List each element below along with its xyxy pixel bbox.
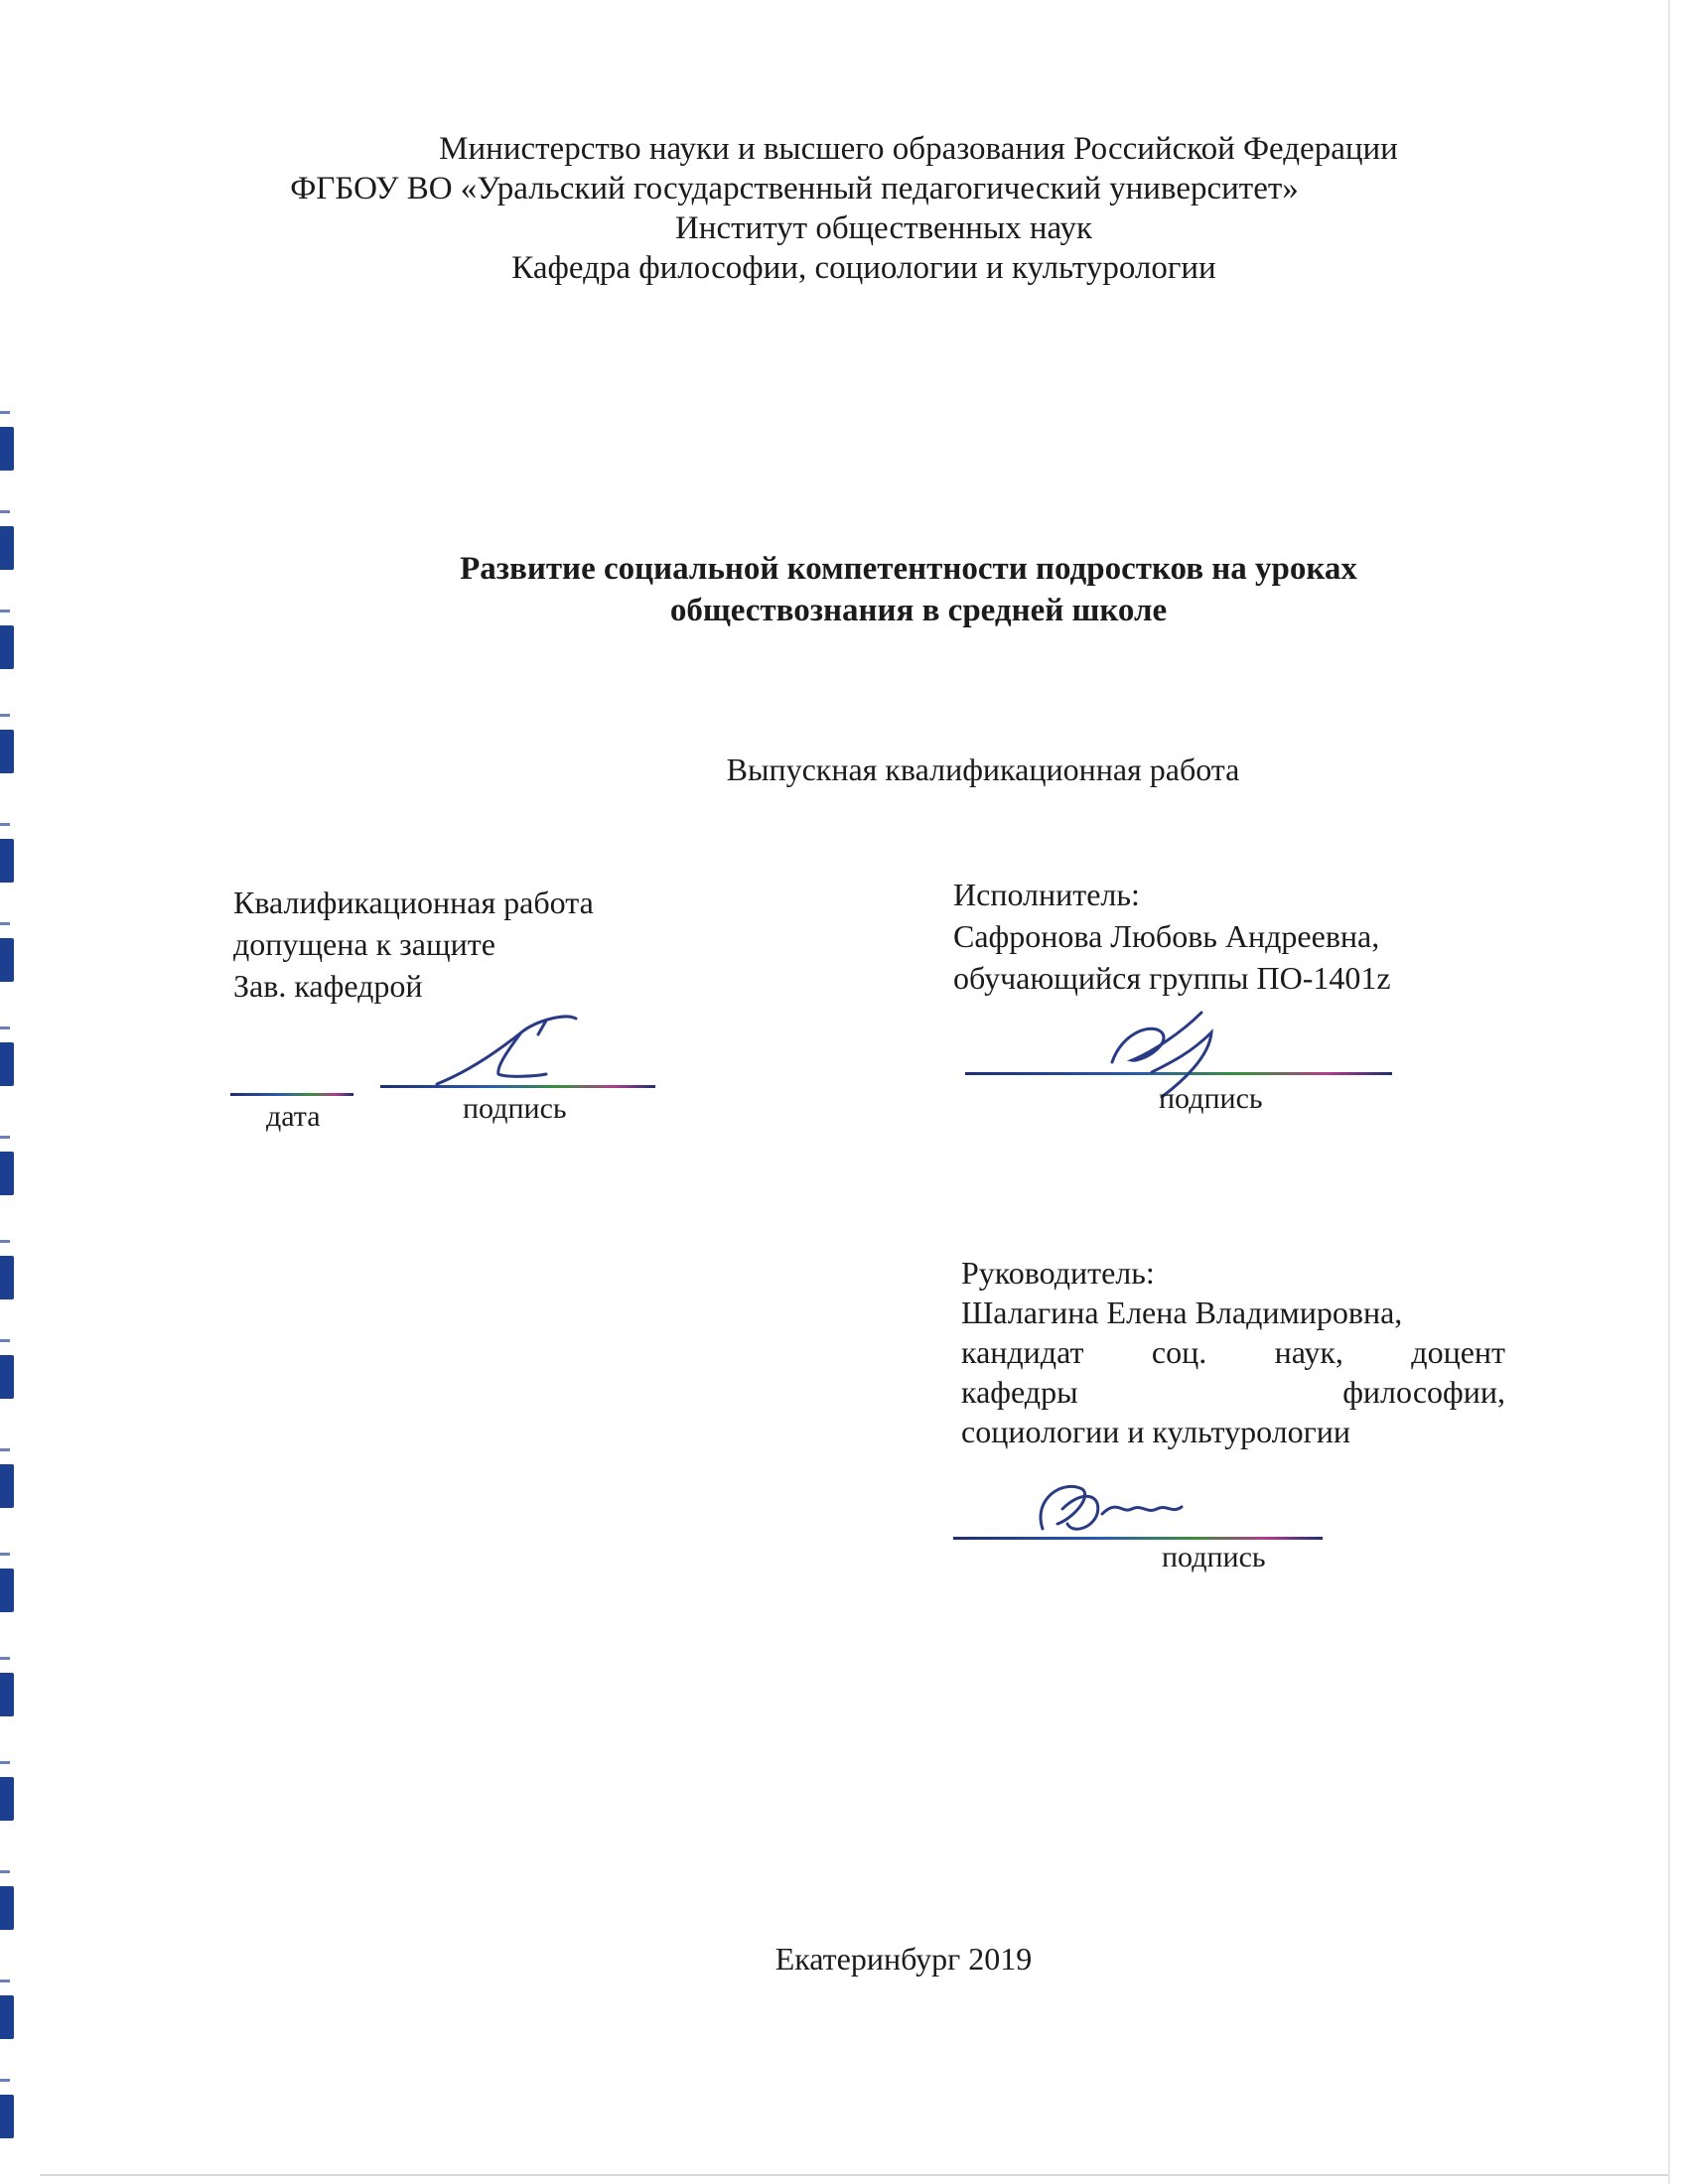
binding-mark [0, 730, 14, 773]
binding-mark [0, 938, 14, 982]
supervisor-title-line-1: кандидат соц. наук, доцент [961, 1334, 1505, 1370]
thesis-title-line-2: обществознания в средней школе [669, 593, 1168, 628]
page-edge [1668, 0, 1670, 2184]
binding-tick [0, 1240, 10, 1243]
binding-tick [0, 1657, 10, 1660]
binding-mark [0, 1886, 14, 1930]
executor-group: обучающийся группы ПО-1401z [953, 960, 1391, 996]
executor-signature-caption: подпись [1159, 1082, 1263, 1115]
binding-mark [0, 427, 14, 471]
binding-tick [0, 2079, 10, 2082]
page-edge-bottom [40, 2174, 1668, 2176]
binding-mark [0, 1995, 14, 2039]
institute-line: Институт общественных наук [674, 210, 1093, 246]
supervisor-block [961, 1253, 1505, 1451]
department-line: Кафедра философии, социологии и культурологии [511, 250, 1216, 286]
admission-line-3: Зав. кафедрой [233, 968, 423, 1004]
binding-tick [0, 922, 10, 925]
binding-mark [0, 1256, 14, 1299]
thesis-title [0, 548, 1688, 631]
binding-mark [0, 2095, 14, 2138]
binding-tick [0, 1339, 10, 1342]
head-signature [427, 1013, 596, 1092]
head-signature-caption: подпись [463, 1092, 567, 1125]
supervisor-name: Шалагина Елена Владимировна, [961, 1295, 1403, 1330]
binding-tick [0, 510, 10, 513]
binding-mark [0, 1042, 14, 1086]
date-line [230, 1093, 353, 1096]
binding-strip [0, 0, 18, 2184]
executor-block [953, 874, 1391, 999]
ministry-line: Министерство науки и высшего образования Российской Федерации [439, 131, 1398, 167]
binding-mark [0, 625, 14, 669]
date-caption: дата [266, 1100, 321, 1133]
binding-mark [0, 839, 14, 883]
work-type: Выпускная квалификационная работа [726, 751, 1240, 787]
university-line: ФГБОУ ВО «Уральский государственный педагогический университет» [290, 171, 1299, 206]
admission-line-1: Квалификационная работа [233, 885, 594, 920]
binding-mark [0, 1673, 14, 1716]
binding-tick [0, 823, 10, 826]
header [0, 129, 1688, 288]
binding-tick [0, 1761, 10, 1764]
binding-tick [0, 1448, 10, 1451]
binding-mark [0, 1569, 14, 1612]
binding-tick [0, 1870, 10, 1873]
executor-name: Сафронова Любовь Андреевна, [953, 918, 1380, 954]
admission-block [233, 882, 594, 1007]
city-year: Екатеринбург 2019 [774, 1941, 1033, 1977]
supervisor-title-line-2: кафедры философии, [961, 1374, 1505, 1410]
binding-tick [0, 1979, 10, 1982]
supervisor-signature-caption: подпись [1162, 1541, 1266, 1573]
thesis-title-line-1: Развитие социальной компетентности подростков на уроках [460, 551, 1357, 587]
binding-mark [0, 1152, 14, 1195]
binding-mark [0, 1355, 14, 1399]
supervisor-title-line-3: социологии и культурологии [961, 1414, 1351, 1449]
executor-label: Исполнитель: [953, 877, 1140, 912]
binding-tick [0, 1026, 10, 1029]
supervisor-label: Руководитель: [961, 1255, 1155, 1291]
binding-mark [0, 1777, 14, 1821]
binding-tick [0, 411, 10, 414]
binding-tick [0, 1553, 10, 1556]
binding-tick [0, 1136, 10, 1139]
binding-tick [0, 714, 10, 717]
binding-mark [0, 1464, 14, 1508]
admission-line-2: допущена к защите [233, 926, 495, 962]
